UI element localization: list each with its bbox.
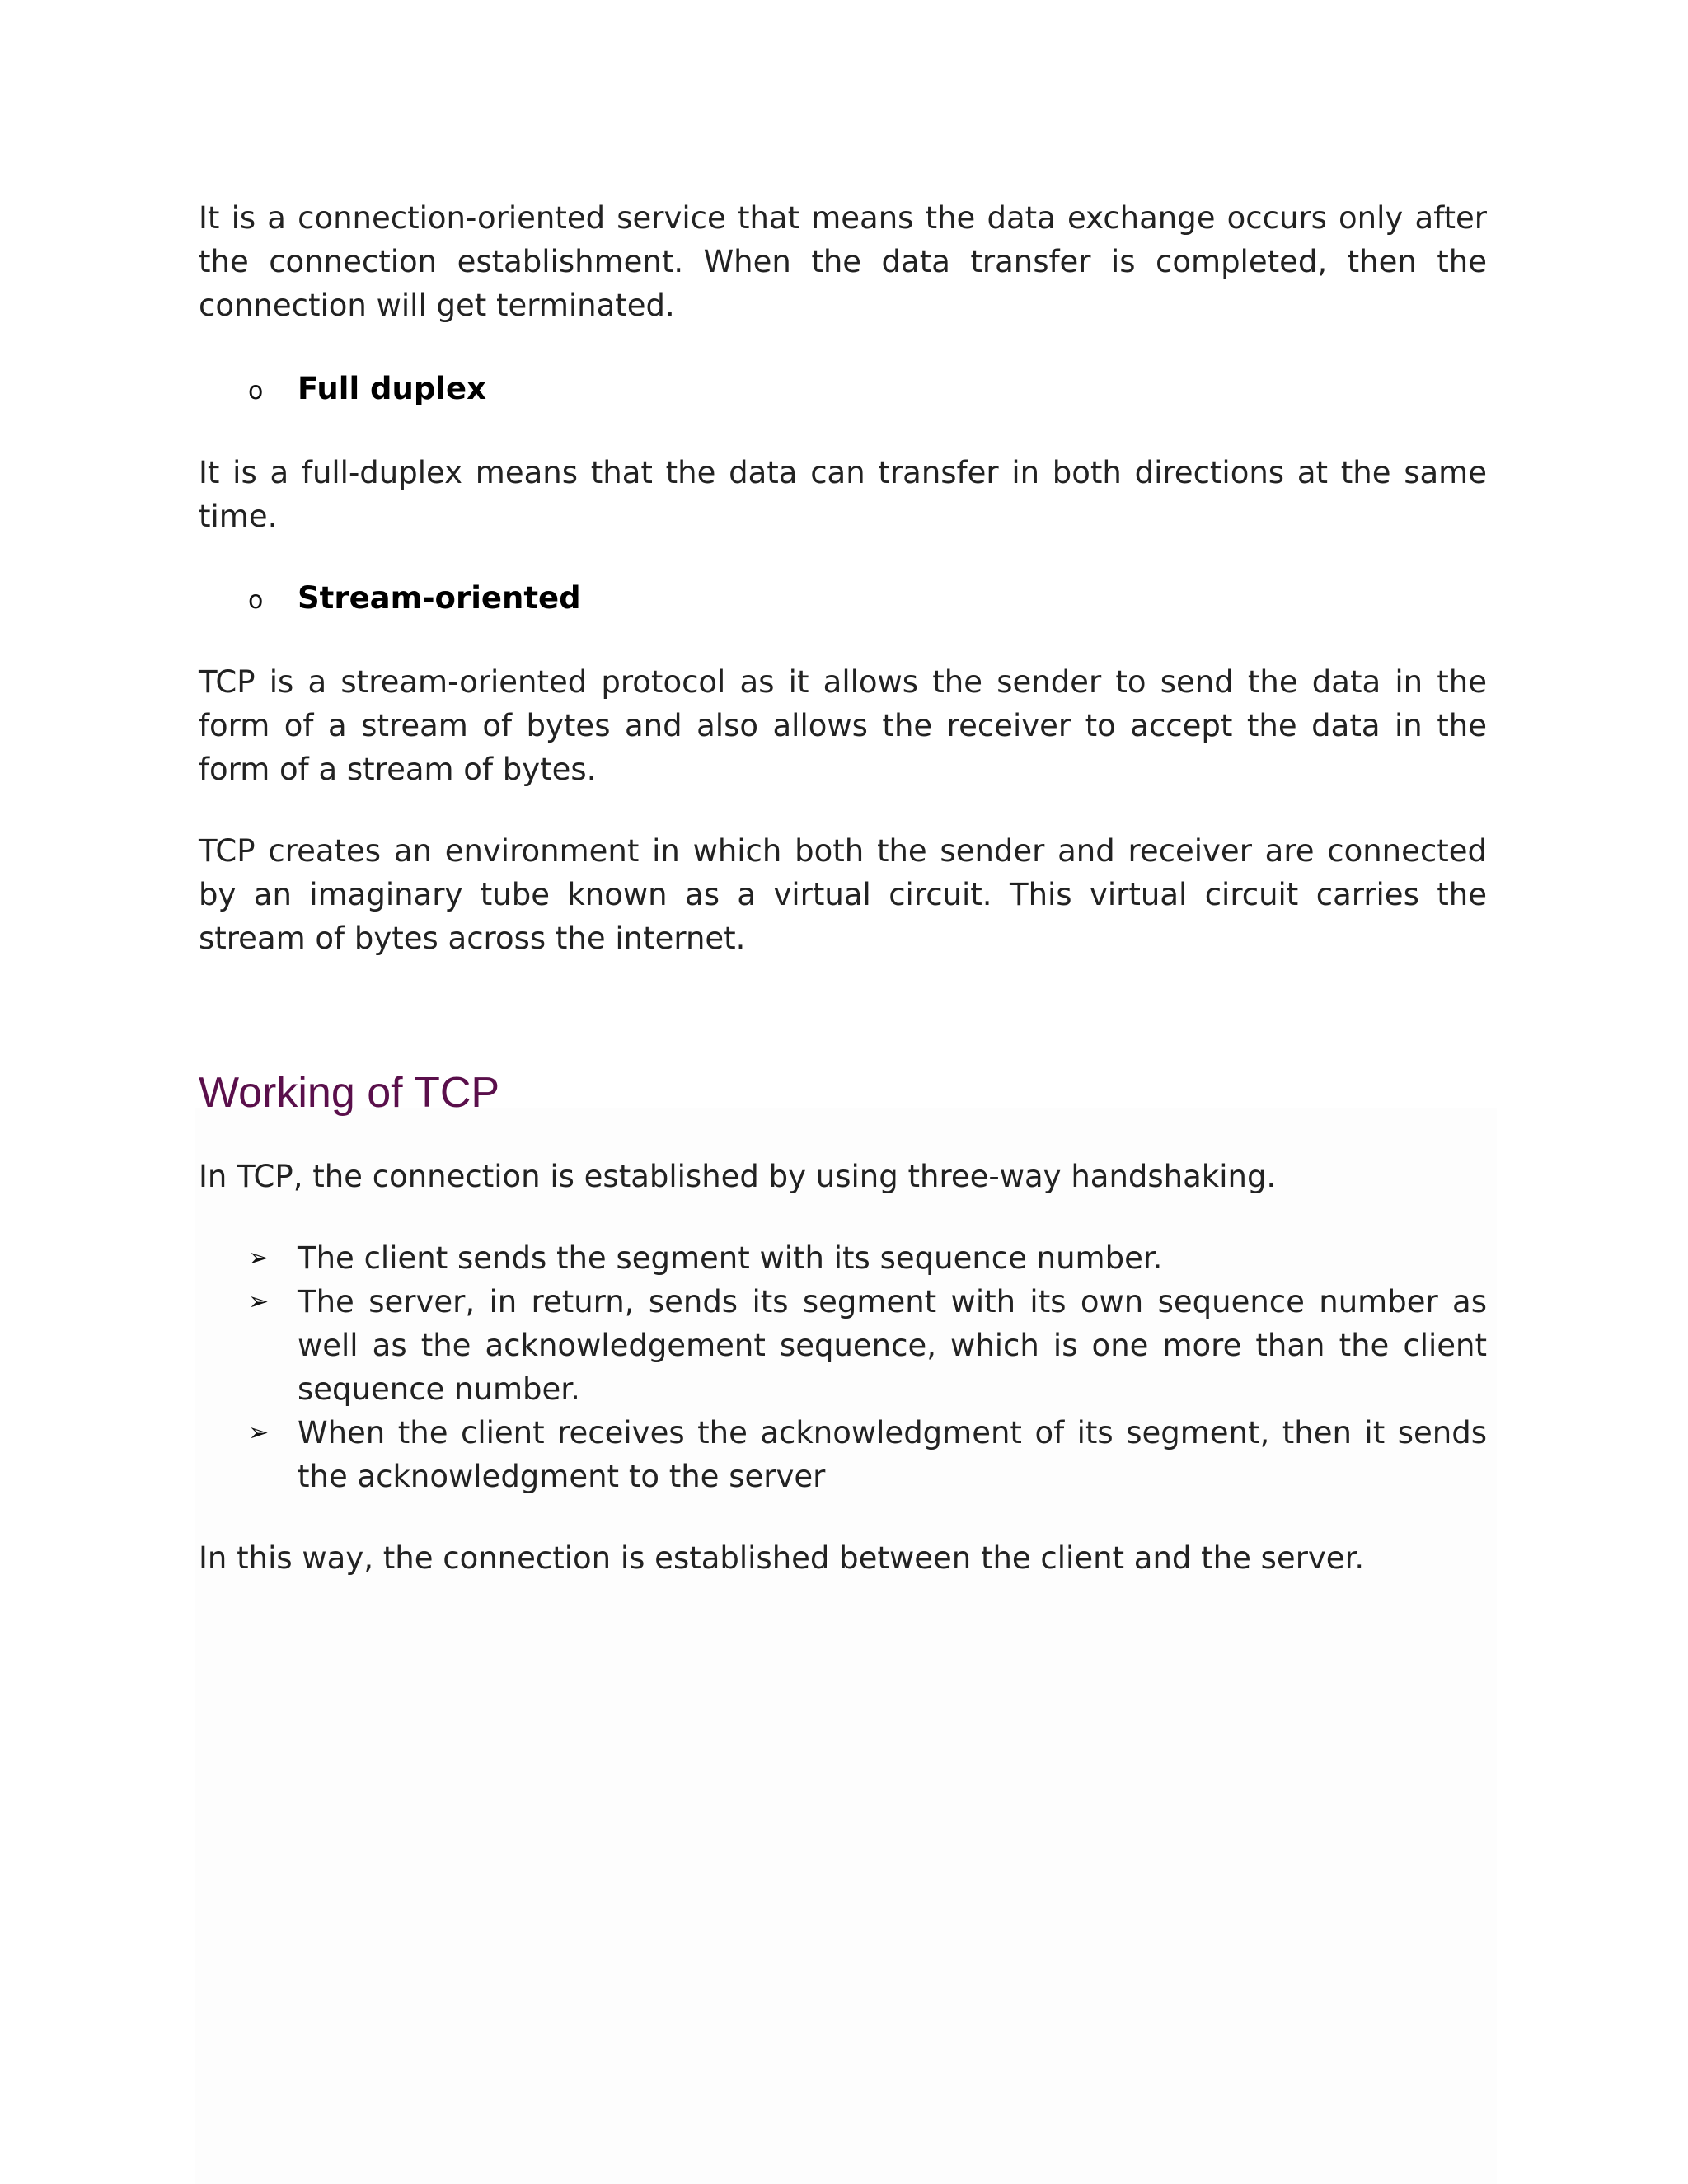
document-content [199,196,1487,1580]
paragraph-working-intro: In TCP, the connection is established by using three-way handshaking. [199,1159,1277,1194]
paragraph-stream-oriented-1: TCP is a stream-oriented protocol as it allows the sender to send the data in the form of a stream of bytes and also allows the receiver to accept the data in the form of a stream of bytes. [199,664,1487,787]
feature-stream-oriented [199,576,1487,622]
arrow-bullet-icon: ➢ [248,1244,270,1272]
handshake-steps-list [199,1236,1487,1498]
paragraph-working-outro: In this way, the connection is established between the client and the server. [199,1540,1365,1576]
list-item [199,1236,1487,1280]
paragraph-stream-oriented-2: TCP creates an environment in which both the sender and receiver are connected by an imaginary tube known as a virtual circuit. This virtual circuit carries the stream of bytes across the internet. [199,833,1487,956]
list-item [199,1411,1487,1498]
paragraph-connection-oriented: It is a connection-oriented service that means the data exchange occurs only after the connection establishment. When the data transfer is completed, then the connection will get terminated. [199,200,1487,323]
section-heading-working-of-tcp: Working of TCP [199,1069,500,1117]
feature-full-duplex [199,367,1487,413]
list-item [199,1280,1487,1411]
circle-bullet-icon: o [248,377,264,405]
arrow-bullet-icon: ➢ [248,1287,270,1316]
arrow-bullet-icon: ➢ [248,1418,270,1447]
feature-label-full-duplex: Full duplex [298,371,486,406]
feature-label-stream-oriented: Stream-oriented [298,580,581,616]
list-item-text: The client sends the segment with its sequence number. [298,1240,1163,1276]
circle-bullet-icon: o [248,586,264,615]
list-item-text: When the client receives the acknowledgment of its segment, then it sends the acknowledgment to the server [298,1415,1487,1494]
list-item-text: The server, in return, sends its segment with its own sequence number as well as the acknowledgement sequence, which is one more than the client sequence number. [298,1284,1487,1407]
paragraph-full-duplex: It is a full-duplex means that the data can transfer in both directions at the same time. [199,455,1487,534]
